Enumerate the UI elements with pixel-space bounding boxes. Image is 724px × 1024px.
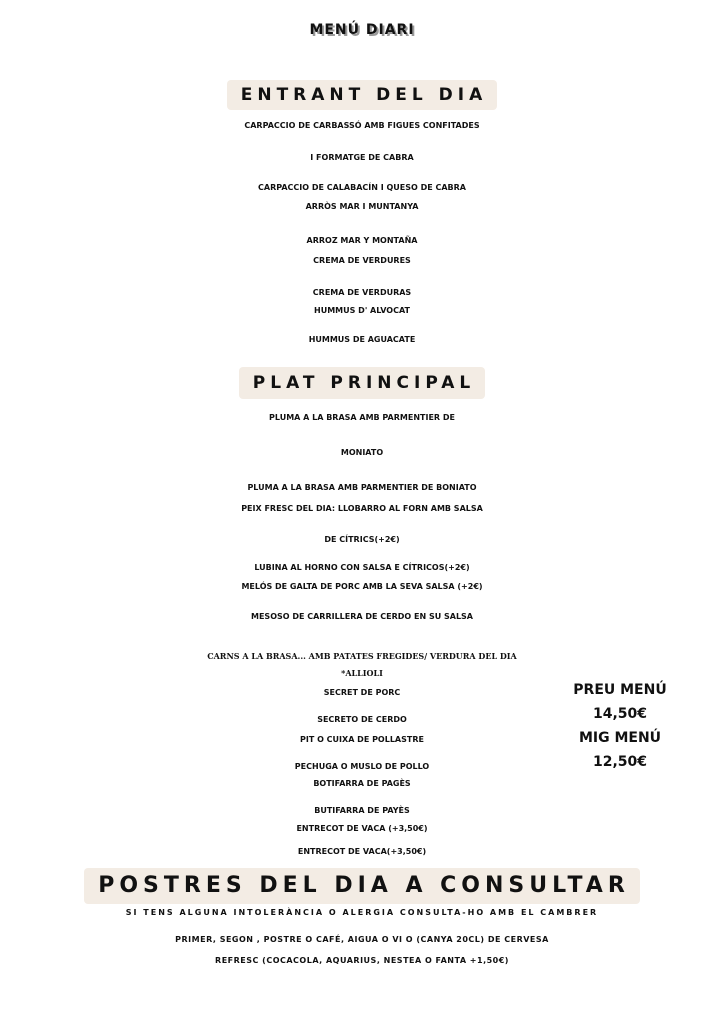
dish-subtitle: CARPACCIO DE CALABACÍN I QUESO DE CABRA [258, 183, 466, 192]
dish-subtitle: ARROZ MAR Y MONTAÑA [306, 236, 418, 245]
dish-name: PLUMA A LA BRASA AMB PARMENTIER DE [269, 413, 455, 422]
dish-name: I FORMATGE DE CABRA [310, 153, 414, 162]
dish-name: CARPACCIO DE CARBASSÓ AMB FIGUES CONFITADES [244, 121, 480, 130]
dish-subtitle: CREMA DE VERDURAS [312, 288, 412, 297]
allergy-note: SI TENS ALGUNA INTOLERÀNCIA O ALERGIA CONSULTA-HO AMB EL CAMBRER [125, 908, 599, 917]
menu-includes-line1: PRIMER, SEGON , POSTRE O CAFÉ, AIGUA O VI O (CANYA 20CL) DE CERVESA [175, 935, 549, 944]
dish-name: MELÓS DE GALTA DE PORC AMB LA SEVA SALSA (+2€) [241, 582, 483, 591]
grill-item-name: ENTRECOT DE VACA (+3,50€) [296, 824, 428, 833]
section-heading-entrant: ENTRANT DEL DIA [227, 80, 498, 110]
section-principal [0, 367, 724, 399]
grill-item-subtitle: ENTRECOT DE VACA(+3,50€) [297, 847, 427, 856]
section-postres [0, 868, 724, 904]
section-heading-principal: PLAT PRINCIPAL [239, 367, 485, 399]
grill-item-subtitle: PECHUGA O MUSLO DE POLLO [294, 762, 430, 771]
grill-item-name: SECRET DE PORC [323, 688, 401, 697]
price-label-half-menu: MIG MENÚ [578, 730, 662, 746]
dish-subtitle: MESOSO DE CARRILLERA DE CERDO EN SU SALSA [251, 612, 473, 621]
section-heading-postres: POSTRES DEL DIA A CONSULTAR [84, 868, 640, 904]
dish-subtitle: HUMMUS DE AGUACATE [308, 335, 416, 344]
dish-subtitle: LUBINA AL HORNO CON SALSA E CÍTRICOS(+2€) [254, 563, 470, 572]
grill-item-name: PIT O CUIXA DE POLLASTRE [300, 735, 424, 744]
grill-item-subtitle: BUTIFARRA DE PAYÈS [314, 806, 410, 815]
grill-item-subtitle: SECRETO DE CERDO [317, 715, 407, 724]
grill-intro: CARNS A LA BRASA... AMB PATATES FREGIDES/ VERDURA DEL DIA [207, 651, 517, 661]
dish-name: CREMA DE VERDURES [313, 256, 411, 265]
grill-intro-note: *ALLIOLI [341, 668, 383, 678]
dish-name: DE CÍTRICS(+2€) [324, 535, 400, 544]
menu-includes-line2: REFRESC (COCACOLA, AQUARIUS, NESTEA O FANTA +1,50€) [215, 956, 509, 965]
menu-title: MENÚ DIARI [309, 22, 415, 38]
price-value-half-menu: 12,50€ [592, 754, 648, 770]
section-entrant [0, 80, 724, 110]
dish-name: ARRÒS MAR I MUNTANYA [305, 202, 419, 211]
dish-subtitle: PLUMA A LA BRASA AMB PARMENTIER DE BONIATO [247, 483, 477, 492]
price-label-full-menu: PREU MENÚ [573, 682, 667, 698]
price-value-full-menu: 14,50€ [592, 706, 648, 722]
dish-name: MONIATO [340, 448, 384, 457]
dish-name: HUMMUS D' ALVOCAT [314, 306, 410, 315]
grill-item-name: BOTIFARRA DE PAGÈS [313, 779, 411, 788]
dish-name: PEIX FRESC DEL DIA: LLOBARRO AL FORN AMB SALSA [241, 504, 483, 513]
